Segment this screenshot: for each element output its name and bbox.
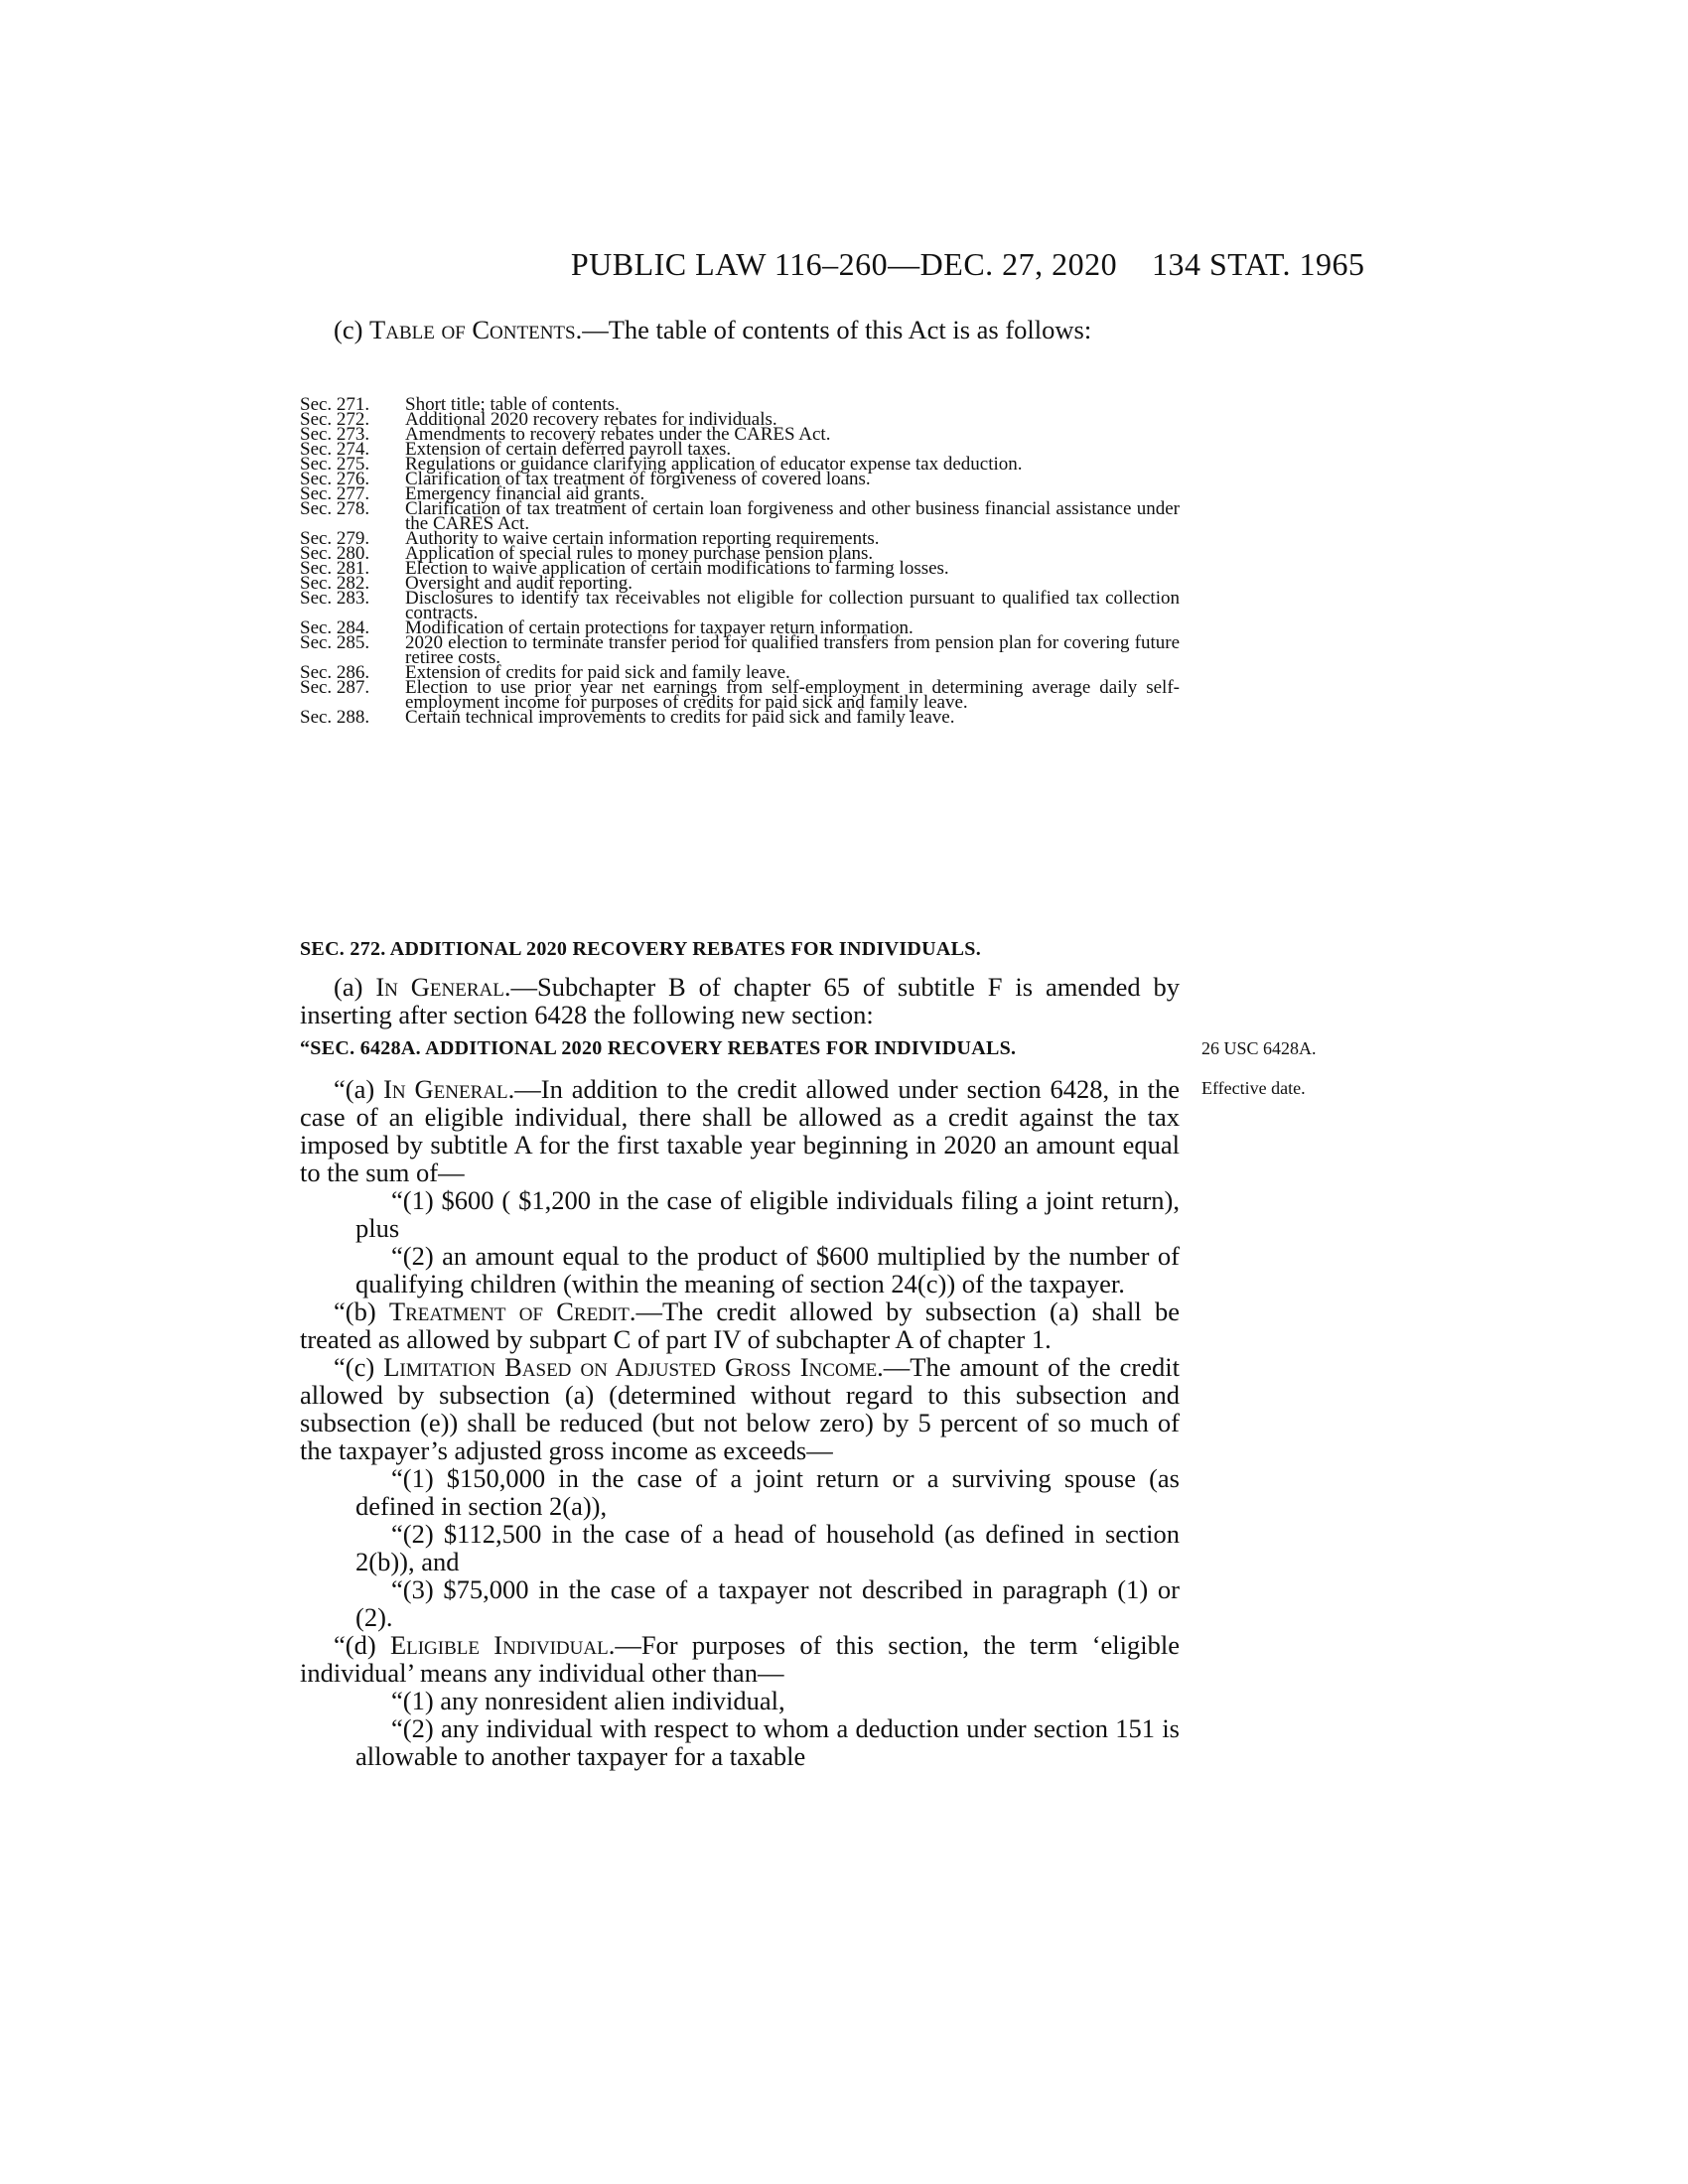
paragraph-a2: “(2) an amount equal to the product of $600 multiplied by the number of qualifying children (within the meaning of section 24(c)) of the taxpayer. [355, 1241, 1180, 1298]
margin-note-effective-date: Effective date. [1201, 1078, 1306, 1098]
paragraph-c1: “(1) $150,000 in the case of a joint return or a surviving spouse (as defined in section 2(a)), [355, 1463, 1180, 1521]
toc-entry: Sec. 271. Short title; table of contents. [300, 394, 620, 415]
paragraph-a1: “(1) $600 ( $1,200 in the case of eligible individuals filing a joint return), plus [355, 1185, 1180, 1243]
toc-entry: Sec. 283. Disclosures to identify tax receivables not eligible for collection pursuant to qualified tax collection contracts. [300, 588, 1180, 623]
toc-entry: Sec. 275. Regulations or guidance clarifying application of educator expense tax deduction. [300, 454, 1023, 475]
section-272-heading: SEC. 272. ADDITIONAL 2020 RECOVERY REBATES FOR INDIVIDUALS. [300, 938, 982, 960]
statute-page-number: 134 STAT. 1965 [1152, 246, 1365, 282]
toc-entry: Sec. 286. Extension of credits for paid sick and family leave. [300, 662, 790, 683]
toc-entry: Sec. 273. Amendments to recovery rebates under the CARES Act. [300, 424, 831, 445]
table-of-contents [300, 394, 1180, 728]
section-6428A-heading: “SEC. 6428A. ADDITIONAL 2020 RECOVERY REBATES FOR INDIVIDUALS. [300, 1037, 1017, 1059]
paragraph-d1: “(1) any nonresident alien individual, [391, 1686, 785, 1715]
subsection-c: “(c) Limitation Based on Adjusted Gross Income.—The amount of the credit allowed by subsection (a) (determined without regard to this subsection and subsection (e)) shall be reduced (but not below zero) by 5 percent of so much of the taxpayer’s adjusted gross income as exceeds— [300, 1352, 1180, 1465]
toc-entry: Sec. 274. Extension of certain deferred payroll taxes. [300, 439, 732, 460]
toc-intro: (c) Table of Contents.—The table of contents of this Act is as follows: [334, 315, 1092, 344]
toc-entry: Sec. 272. Additional 2020 recovery rebates for individuals. [300, 409, 777, 430]
toc-entry: Sec. 280. Application of special rules to money purchase pension plans. [300, 543, 874, 564]
subsection-d: “(d) Eligible Individual.—For purposes of this section, the term ‘eligible individual’ means any individual other than— [300, 1630, 1181, 1688]
paragraph-d2: “(2) any individual with respect to whom a deduction under section 151 is allowable to another taxpayer for a taxable [355, 1713, 1180, 1771]
subsection-b: “(b) Treatment of Credit.—The credit allowed by subsection (a) shall be treated as allowed by subpart C of part IV of subchapter A of chapter 1. [300, 1297, 1180, 1354]
paragraph-c2: “(2) $112,500 in the case of a head of household (as defined in section 2(b)), and [355, 1519, 1180, 1576]
margin-note-usc: 26 USC 6428A. [1201, 1038, 1317, 1058]
toc-entry: Sec. 284. Modification of certain protections for taxpayer return information. [300, 617, 914, 638]
paragraph-c3: “(3) $75,000 in the case of a taxpayer not described in paragraph (1) or (2). [355, 1574, 1180, 1632]
toc-entry: Sec. 287. Election to use prior year net earnings from self-employment in determining average daily self-employment income for purposes of credits for paid sick and family leave. [300, 677, 1180, 713]
toc-entry: Sec. 288. Certain technical improvements to credits for paid sick and family leave. [300, 707, 955, 728]
running-header-title: PUBLIC LAW 116–260—DEC. 27, 2020 [570, 246, 1118, 282]
toc-entry: Sec. 276. Clarification of tax treatment of forgiveness of covered loans. [300, 469, 871, 489]
toc-entry: Sec. 281. Election to waive application of certain modifications to farming losses. [300, 558, 949, 579]
section-272-subsection-a: (a) In General.—Subchapter B of chapter 65 of subtitle F is amended by inserting after section 6428 the following new section: [300, 972, 1180, 1029]
section-6428A-body [300, 1075, 1180, 1770]
toc-entry: Sec. 285. 2020 election to terminate transfer period for qualified transfers from pension plan for covering future retiree costs. [300, 632, 1180, 668]
toc-entry: Sec. 277. Emergency financial aid grants. [300, 483, 645, 504]
subsection-a: “(a) In General.—In addition to the credit allowed under section 6428, in the case of an eligible individual, there shall be allowed as a credit against the tax imposed by subtitle A for the first taxable year beginning in 2020 an amount equal to the sum of— [300, 1074, 1180, 1187]
toc-entry: Sec. 279. Authority to waive certain information reporting requirements. [300, 528, 880, 549]
toc-entry: Sec. 278. Clarification of tax treatment of certain loan forgiveness and other business financial assistance under the CARES Act. [300, 498, 1180, 534]
toc-entry: Sec. 282. Oversight and audit reporting. [300, 573, 633, 594]
